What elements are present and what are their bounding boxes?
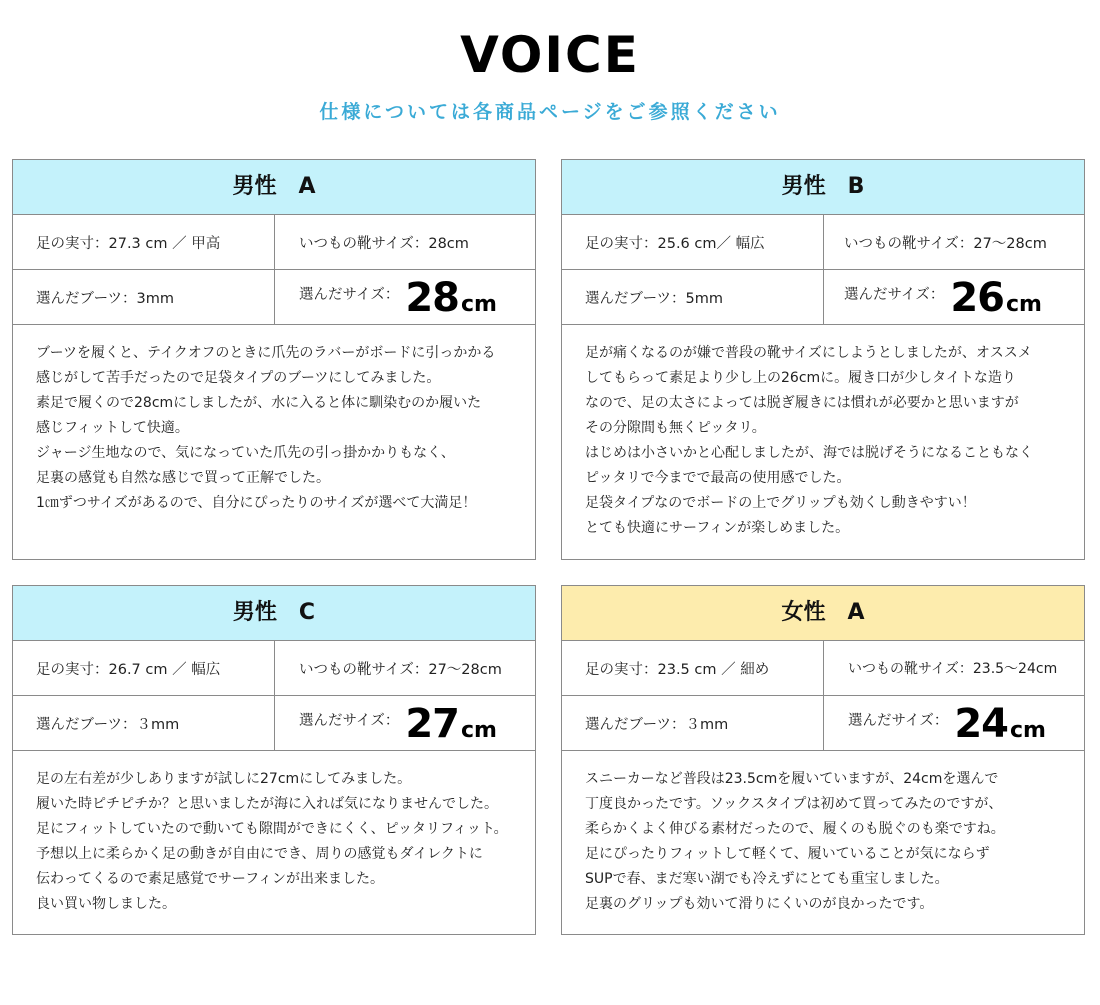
chosen-size: [275, 696, 535, 750]
comment-line: 素足で履くので28cmにしましたが、水に入ると体に馴染むのか履いた: [36, 395, 482, 411]
comment-line: ピッタリで今までで最高の使用感でした。: [585, 470, 851, 486]
page-subtitle: 仕様については各商品ページをご参照ください: [319, 101, 781, 123]
chosen-boots: 選んだブーツ：5mm: [562, 270, 824, 324]
chosen-size-unit: cm: [1010, 718, 1046, 743]
comment-line: その分隙間も無くピッタリ。: [585, 420, 766, 436]
usual-shoe-size: いつもの靴サイズ：23.5～24cm: [848, 661, 1058, 677]
foot-measurement: 足の実寸：27.3 cm ／ 甲高: [13, 215, 275, 269]
comment-line: 足が痛くなるのが嫌で普段の靴サイズにしようとしましたが、オススメ: [585, 345, 1032, 361]
comment-line: とても快適にサーフィンが楽しめました。: [585, 520, 850, 536]
comment-line: ブーツを履くと、テイクオフのときに爪先のラバーがボードに引っかかる: [36, 345, 496, 361]
card-header: 男性 A: [13, 160, 535, 215]
comment-line: 足にフィットしていたので動いても隙間ができにくく、ピッタリフィット。: [36, 821, 508, 837]
comment-line: ジャージ生地なので、気になっていた爪先の引っ掛かかりもなく、: [36, 445, 455, 461]
usual-shoe-size: いつもの靴サイズ：27～28cm: [299, 661, 502, 678]
chosen-size: [824, 270, 1084, 324]
comment-line: スニーカーなど普段は23.5cmを履いていますが、24cmを選んで: [585, 771, 999, 787]
chosen-size: [824, 696, 1084, 750]
card-header: 男性 B: [562, 160, 1084, 215]
voice-card-female-a: [561, 585, 1085, 935]
page-title: VOICE: [460, 26, 640, 84]
voice-card-male-c: [12, 585, 536, 935]
comment-line: 足裏の感覚も自然な感じで買って正解でした。: [36, 470, 330, 486]
comment-line: 履いた時ピチピチか？と思いましたが海に入れば気になりませんでした。: [36, 796, 498, 812]
comment-line: なので、足の太さによっては脱ぎ履きには慣れが必要かと思いますが: [585, 395, 1019, 411]
info-row: [13, 696, 535, 751]
info-row: [562, 641, 1084, 696]
chosen-size-number: 24: [954, 701, 1009, 747]
comment-line: 1㎝ずつサイズがあるので、自分にぴったりのサイズが選べて大満足！: [36, 495, 477, 511]
comment-line: SUPで春、まだ寒い湖でも冷えずにとても重宝しました。: [585, 871, 949, 887]
chosen-size-label: 選んだサイズ：: [299, 286, 400, 303]
chosen-size-number: 26: [950, 275, 1005, 321]
info-row: [13, 641, 535, 696]
foot-measurement: 足の実寸：23.5 cm ／ 細め: [562, 641, 824, 695]
comment-body: [13, 751, 535, 934]
comment-line: 足の左右差が少しありますが試しに27cmにしてみました。: [36, 771, 412, 787]
chosen-size-unit: cm: [461, 718, 497, 743]
chosen-boots: 選んだブーツ：３mm: [562, 696, 824, 750]
comment-line: 丁度良かったです。ソックスタイプは初めて買ってみたのですが、: [585, 796, 1003, 812]
chosen-size: [275, 270, 535, 324]
voice-card-male-a: [12, 159, 536, 560]
comment-line: してもらって素足より少し上の26cmに。履き口が少しタイトな造り: [585, 370, 1016, 386]
comment-body: [562, 751, 1084, 934]
info-row: [562, 270, 1084, 325]
chosen-size-value: [954, 701, 1046, 747]
chosen-size-label: 選んだサイズ：: [848, 712, 949, 729]
card-header: 男性 C: [13, 586, 535, 641]
foot-measurement: 足の実寸：25.6 cm／ 幅広: [562, 215, 824, 269]
comment-line: 足にぴったりフィットして軽くて、履いていることが気にならず: [585, 846, 990, 862]
comment-line: 良い買い物しました。: [36, 896, 176, 912]
chosen-size-label: 選んだサイズ：: [844, 286, 945, 303]
card-header: 女性 A: [562, 586, 1084, 641]
comment-line: 伝わってくるので素足感覚でサーフィンが出来ました。: [36, 871, 385, 887]
chosen-size-unit: cm: [1006, 292, 1042, 317]
comment-line: 足袋タイプなのでボードの上でグリップも効くし動きやすい！: [585, 495, 976, 511]
chosen-size-unit: cm: [461, 292, 497, 317]
comment-body: [562, 325, 1084, 559]
info-row: [562, 696, 1084, 751]
comment-body: [13, 325, 535, 559]
comment-line: 柔らかくよく伸びる素材だったので、履くのも脱ぐのも楽ですね。: [585, 821, 1005, 837]
voice-card-male-b: [561, 159, 1085, 560]
chosen-size-number: 28: [405, 275, 460, 321]
chosen-boots: 選んだブーツ：３mm: [13, 696, 275, 750]
comment-line: 足裏のグリップも効いて滑りにくいのが良かったです。: [585, 896, 934, 912]
chosen-boots: 選んだブーツ：3mm: [13, 270, 275, 324]
comment-line: はじめは小さいかと心配しましたが、海では脱げそうになることもなく: [585, 445, 1033, 461]
foot-measurement: 足の実寸：26.7 cm ／ 幅広: [13, 641, 275, 695]
chosen-size-value: [405, 701, 497, 747]
usual-shoe-size: いつもの靴サイズ：27～28cm: [844, 235, 1047, 252]
chosen-size-label: 選んだサイズ：: [299, 712, 400, 729]
info-row: [562, 215, 1084, 270]
comment-line: 予想以上に柔らかく足の動きが自由にでき、周りの感覚もダイレクトに: [36, 846, 483, 862]
chosen-size-value: [405, 275, 497, 321]
chosen-size-number: 27: [405, 701, 460, 747]
info-row: [13, 215, 535, 270]
info-row: [13, 270, 535, 325]
chosen-size-value: [950, 275, 1042, 321]
comment-line: 感じがして苦手だったので足袋タイプのブーツにしてみました。: [36, 370, 441, 386]
usual-shoe-size: いつもの靴サイズ：28cm: [299, 235, 469, 252]
comment-line: 感じフィットして快適。: [36, 420, 189, 436]
